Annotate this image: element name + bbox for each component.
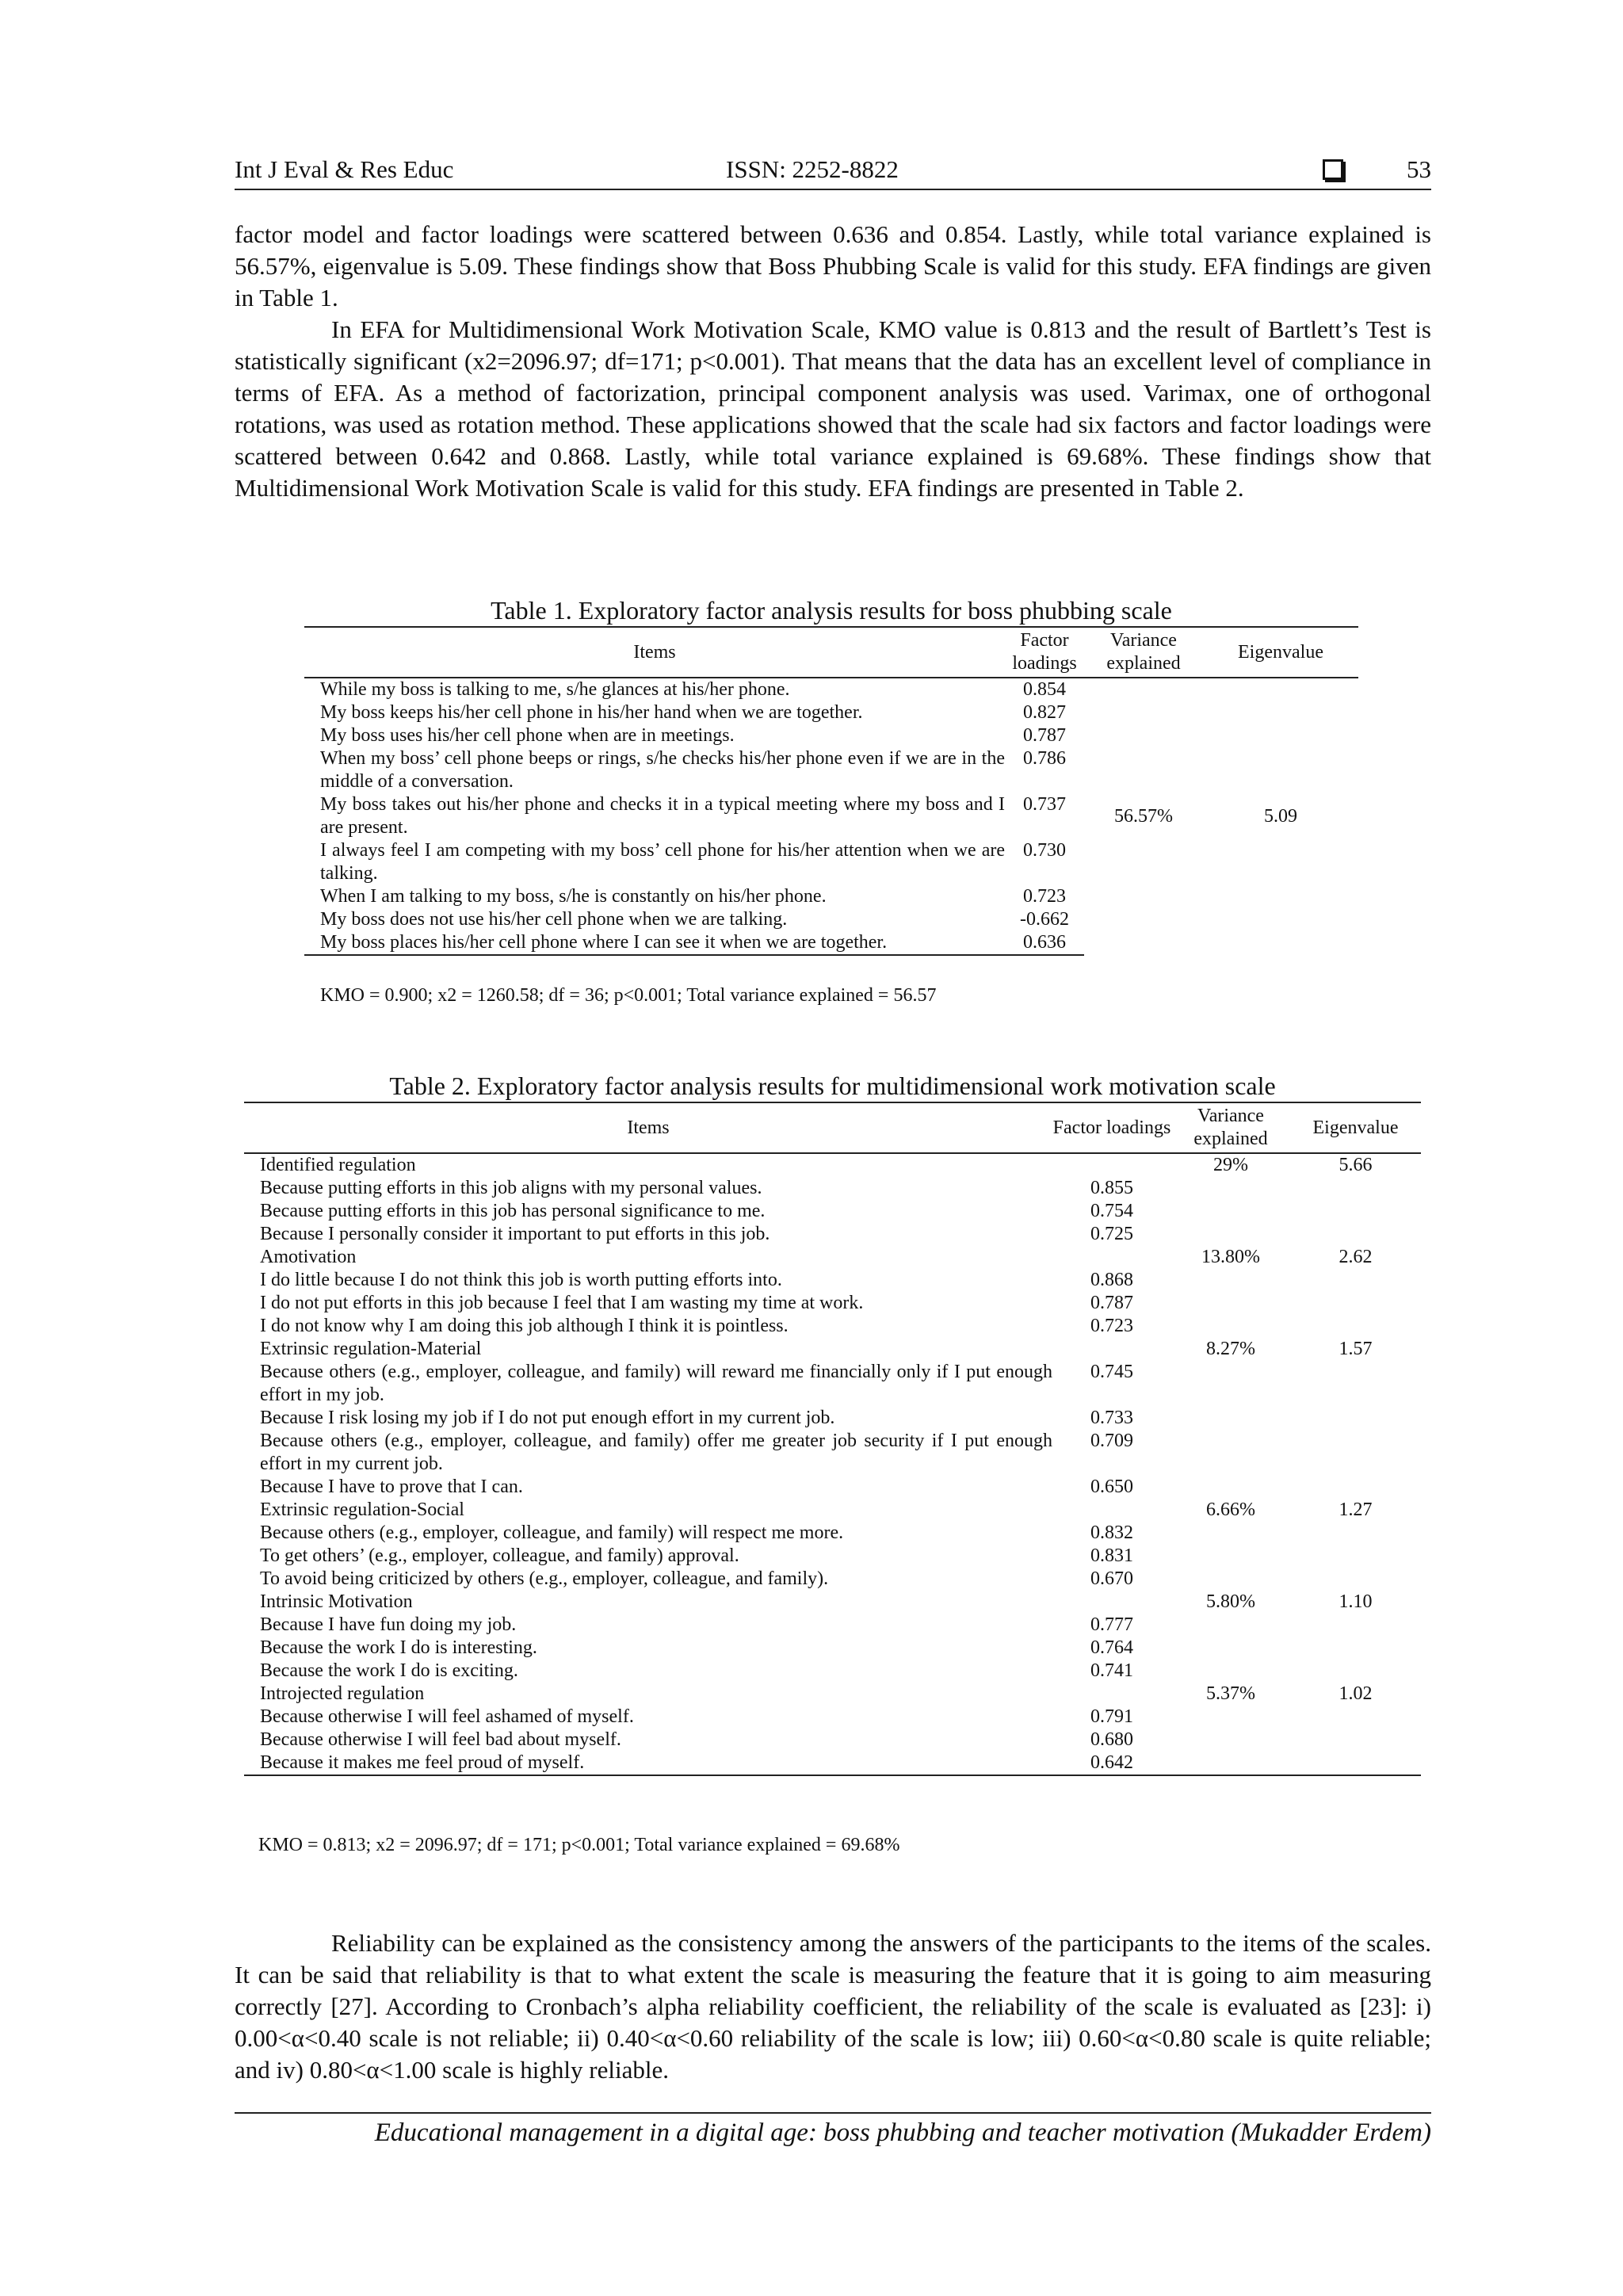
table2-loading: 0.723 xyxy=(1090,1316,1133,1336)
table2-empty-cell xyxy=(1290,1269,1421,1292)
table2-empty-cell xyxy=(1171,1177,1290,1200)
table2-factor-name: Introjected regulation xyxy=(260,1683,425,1704)
table2-item: Because I risk losing my job if I do not put enough effort in my current job. xyxy=(260,1408,835,1428)
table2-row xyxy=(244,1223,1421,1246)
table2-row xyxy=(244,1407,1421,1430)
table2-loading: 0.787 xyxy=(1090,1293,1133,1313)
table2-empty-cell xyxy=(1290,1545,1421,1568)
table2-factor-name: Extrinsic regulation-Material xyxy=(260,1339,482,1359)
table2-empty-cell xyxy=(1052,1683,1171,1706)
table2-factor-variance: 13.80% xyxy=(1201,1247,1260,1267)
table2-loading: 0.642 xyxy=(1052,1752,1171,1775)
table2-header-loadings: Factor loadings xyxy=(1052,1102,1171,1153)
table2-empty-cell xyxy=(1290,1200,1421,1223)
table1-variance: 56.57% xyxy=(1114,806,1173,827)
table2-loading: 0.745 xyxy=(1090,1362,1133,1382)
table1-loading: 0.730 xyxy=(1023,840,1066,861)
paragraph-1: factor model and factor loadings were scattered between 0.636 and 0.854. Lastly, while total variance explained is 56.57%, eigenvalue is 5.09. These findings show that Boss Phubbing Scale is valid for this study. EFA findings are given in Table 1. xyxy=(235,220,1431,311)
table2-empty-cell xyxy=(1171,1752,1290,1775)
table2-factor-variance: 5.80% xyxy=(1206,1591,1255,1612)
table2-item: Because otherwise I will feel ashamed of myself. xyxy=(260,1706,634,1727)
table2-empty-cell xyxy=(1290,1430,1421,1476)
table1-header-variance: Variance explained xyxy=(1084,627,1203,678)
table2-empty-cell xyxy=(1290,1568,1421,1591)
table2-factor-variance: 5.37% xyxy=(1206,1683,1255,1704)
table2-factor-eigenvalue: 5.66 xyxy=(1338,1155,1373,1175)
table2-empty-cell xyxy=(1290,1660,1421,1683)
table2-empty-cell xyxy=(1290,1729,1421,1752)
table1-loading: 0.737 xyxy=(1023,794,1066,815)
table2-row xyxy=(244,1729,1421,1752)
table2-item: Because putting efforts in this job has personal significance to me. xyxy=(260,1201,766,1221)
table1-loading: 0.787 xyxy=(1023,725,1066,746)
table2-row xyxy=(244,1568,1421,1591)
table2-row xyxy=(244,1361,1421,1407)
table2-loading: 0.868 xyxy=(1090,1270,1133,1290)
table2-loading: 0.670 xyxy=(1090,1568,1133,1589)
table2-empty-cell xyxy=(1290,1361,1421,1407)
table2-empty-cell xyxy=(1290,1407,1421,1430)
table2-group-row xyxy=(244,1153,1421,1177)
table2-header-eigenvalue: Eigenvalue xyxy=(1290,1102,1421,1153)
table2-empty-cell xyxy=(1052,1153,1171,1177)
table2-loading: 0.754 xyxy=(1090,1201,1133,1221)
table1-item: I always feel I am competing with my boss’ cell phone for his/her attention when we are talking. xyxy=(320,840,1005,884)
table2-header-variance: Variance explained xyxy=(1171,1102,1290,1153)
table2-factor-name: Intrinsic Motivation xyxy=(260,1591,413,1612)
table1 xyxy=(304,626,1358,956)
table2-empty-cell xyxy=(1052,1246,1171,1269)
table2-empty-cell xyxy=(1171,1223,1290,1246)
table2-row xyxy=(244,1200,1421,1223)
table1-caption: Table 1. Exploratory factor analysis results for boss phubbing scale xyxy=(491,596,1172,625)
table2-loading: 0.832 xyxy=(1090,1522,1133,1543)
table2-row xyxy=(244,1614,1421,1637)
table1-loading: 0.854 xyxy=(1023,679,1066,700)
table2-loading: 0.764 xyxy=(1090,1637,1133,1658)
table2-loading: 0.733 xyxy=(1090,1408,1133,1428)
table2-factor-name: Amotivation xyxy=(260,1247,357,1267)
table2-empty-cell xyxy=(1171,1430,1290,1476)
table2-item: I do not put efforts in this job because I feel that I am wasting my time at work. xyxy=(260,1293,864,1313)
table2-note: KMO = 0.813; x2 = 2096.97; df = 171; p<0.001; Total variance explained = 69.68% xyxy=(258,1835,900,1855)
table2-empty-cell xyxy=(1171,1637,1290,1660)
table2-loading: 0.777 xyxy=(1090,1614,1133,1635)
paragraph-3: Reliability can be explained as the consistency among the answers of the participants to the items of the scales. It can be said that reliability is that to what extent the scale is measuring the feature that it is going to aim measuring correctly [27]. According to Cronbach’s alpha reliability coefficient, the reliability of the scale is evaluated as [23]: i) 0.00<α<0.40 scale is not reliable; ii) 0.40<α<0.60 reliability of the scale is low; iii) 0.60<α<0.80 scale is quite reliable; and iv) 0.80<α<1.00 scale is highly reliable. xyxy=(235,1929,1431,2084)
table2-item: Because I personally consider it important to put efforts in this job. xyxy=(260,1224,770,1244)
table2-row xyxy=(244,1177,1421,1200)
table2-empty-cell xyxy=(1171,1361,1290,1407)
table2-factor-name: Extrinsic regulation-Social xyxy=(260,1499,464,1520)
table2-row xyxy=(244,1292,1421,1315)
table2-row xyxy=(244,1660,1421,1683)
table2-loading: 0.650 xyxy=(1090,1477,1133,1497)
table2-row xyxy=(244,1706,1421,1729)
table2-item: To get others’ (e.g., employer, colleague, and family) approval. xyxy=(260,1545,739,1566)
table2-item: Because the work I do is exciting. xyxy=(260,1660,518,1681)
table2-item: Because it makes me feel proud of myself. xyxy=(244,1752,1052,1775)
table1-item: My boss uses his/her cell phone when are in meetings. xyxy=(320,725,735,746)
table2-empty-cell xyxy=(1171,1407,1290,1430)
table1-item: While my boss is talking to me, s/he glances at his/her phone. xyxy=(320,679,790,700)
table2-empty-cell xyxy=(1290,1223,1421,1246)
table2-empty-cell xyxy=(1171,1200,1290,1223)
table2-empty-cell xyxy=(1052,1338,1171,1361)
table2-item: Because putting efforts in this job aligns with my personal values. xyxy=(260,1178,762,1198)
table1-row xyxy=(304,678,1358,701)
table2-item: I do not know why I am doing this job although I think it is pointless. xyxy=(260,1316,789,1336)
table2-group-row xyxy=(244,1683,1421,1706)
table2-empty-cell xyxy=(1171,1522,1290,1545)
table1-loading: -0.662 xyxy=(1020,909,1069,930)
table2-item: To avoid being criticized by others (e.g., employer, colleague, and family). xyxy=(260,1568,829,1589)
table1-header-items: Items xyxy=(304,627,1005,678)
table2-factor-eigenvalue: 1.27 xyxy=(1338,1499,1373,1520)
table1-loading: 0.786 xyxy=(1023,748,1066,769)
table2-factor-eigenvalue: 1.02 xyxy=(1338,1683,1373,1704)
table2-empty-cell xyxy=(1171,1706,1290,1729)
table1-loading: 0.636 xyxy=(1005,931,1084,955)
table2-loading: 0.709 xyxy=(1090,1431,1133,1451)
table2-empty-cell xyxy=(1171,1568,1290,1591)
table2-item: Because I have fun doing my job. xyxy=(260,1614,517,1635)
table1-item: My boss does not use his/her cell phone when we are talking. xyxy=(320,909,788,930)
table2-factor-variance: 29% xyxy=(1213,1155,1248,1175)
table2-empty-cell xyxy=(1290,1292,1421,1315)
page-number: 53 xyxy=(1407,155,1431,183)
table1-note: KMO = 0.900; x2 = 1260.58; df = 36; p<0.001; Total variance explained = 56.57 xyxy=(320,985,937,1006)
running-footer: Educational management in a digital age: boss phubbing and teacher motivation (Mukadder Erdem) xyxy=(235,2112,1431,2148)
table2-loading: 0.831 xyxy=(1090,1545,1133,1566)
table2-loading: 0.855 xyxy=(1090,1178,1133,1198)
table2-row xyxy=(244,1476,1421,1499)
table2-empty-cell xyxy=(1171,1660,1290,1683)
table2-row xyxy=(244,1545,1421,1568)
table2-factor-name: Identified regulation xyxy=(260,1155,416,1175)
table2-item: Because others (e.g., employer, colleague, and family) will respect me more. xyxy=(260,1522,844,1543)
table2-empty-cell xyxy=(1290,1706,1421,1729)
table2-loading: 0.725 xyxy=(1090,1224,1133,1244)
table2-factor-eigenvalue: 1.10 xyxy=(1338,1591,1373,1612)
table2-caption: Table 2. Exploratory factor analysis results for multidimensional work motivation scale xyxy=(389,1072,1276,1100)
table2-item: I do little because I do not think this job is worth putting efforts into. xyxy=(260,1270,782,1290)
table2-item: Because the work I do is interesting. xyxy=(260,1637,537,1658)
table1-item: My boss places his/her cell phone where I can see it when we are together. xyxy=(304,931,1005,955)
table2-factor-variance: 8.27% xyxy=(1206,1339,1255,1359)
table2-row xyxy=(244,1430,1421,1476)
table2-group-row xyxy=(244,1499,1421,1522)
table1-item: When I am talking to my boss, s/he is constantly on his/her phone. xyxy=(320,886,827,907)
table2-empty-cell xyxy=(1290,1476,1421,1499)
table2-empty-cell xyxy=(1290,1522,1421,1545)
table2-empty-cell xyxy=(1171,1315,1290,1338)
table2-empty-cell xyxy=(1290,1752,1421,1775)
table1-item: When my boss’ cell phone beeps or rings, s/he checks his/her phone even if we are in the middle of a conversation. xyxy=(320,748,1005,792)
running-header xyxy=(235,155,1431,190)
table2-empty-cell xyxy=(1290,1177,1421,1200)
table2-empty-cell xyxy=(1290,1637,1421,1660)
table2-empty-cell xyxy=(1290,1614,1421,1637)
table1-item: My boss keeps his/her cell phone in his/her hand when we are together. xyxy=(320,702,863,723)
issn: ISSN: 2252-8822 xyxy=(726,155,899,183)
journal-name: Int J Eval & Res Educ xyxy=(235,155,454,183)
paragraph-2: In EFA for Multidimensional Work Motivation Scale, KMO value is 0.813 and the result of Bartlett’s Test is statistically significant (x2=2096.97; df=171; p<0.001). That means that the data has an excellent level of compliance in terms of EFA. As a method of factorization, principal component analysis was used. Varimax, one of orthogonal rotations, was used as rotation method. These applications showed that the scale had six factors and factor loadings were scattered between 0.642 and 0.868. Lastly, while total variance explained is 69.68%. These findings show that Multidimensional Work Motivation Scale is valid for this study. EFA findings are presented in Table 2. xyxy=(235,315,1431,502)
table2-empty-cell xyxy=(1171,1614,1290,1637)
table2-empty-cell xyxy=(1290,1315,1421,1338)
table2-empty-cell xyxy=(1052,1591,1171,1614)
table2-item: Because others (e.g., employer, colleague, and family) offer me greater job security if I put enough effort in my current job. xyxy=(260,1431,1052,1474)
table2-loading: 0.741 xyxy=(1090,1660,1133,1681)
table2-row xyxy=(244,1637,1421,1660)
square-bullet-icon xyxy=(1323,159,1343,180)
table2-row xyxy=(244,1315,1421,1338)
table1-item: My boss takes out his/her phone and checks it in a typical meeting where my boss and I are present. xyxy=(320,794,1005,838)
table2-row xyxy=(244,1752,1421,1775)
table2-item: Because I have to prove that I can. xyxy=(260,1477,523,1497)
table1-header-loadings: Factor loadings xyxy=(1005,627,1084,678)
table1-header-eigenvalue: Eigenvalue xyxy=(1203,627,1358,678)
table2-group-row xyxy=(244,1591,1421,1614)
table2-empty-cell xyxy=(1171,1476,1290,1499)
table1-loading: 0.723 xyxy=(1023,886,1066,907)
table2-empty-cell xyxy=(1052,1499,1171,1522)
table2-factor-eigenvalue: 1.57 xyxy=(1338,1339,1373,1359)
table2-empty-cell xyxy=(1171,1545,1290,1568)
table2-empty-cell xyxy=(1171,1292,1290,1315)
table2-item: Because others (e.g., employer, colleague, and family) will reward me financially only if I put enough effort in my job. xyxy=(260,1362,1052,1405)
table2-item: Because otherwise I will feel bad about myself. xyxy=(260,1729,621,1750)
table2-loading: 0.680 xyxy=(1090,1729,1133,1750)
table1-eigenvalue: 5.09 xyxy=(1264,806,1297,827)
table2-empty-cell xyxy=(1171,1729,1290,1752)
table2-row xyxy=(244,1522,1421,1545)
table2-factor-eigenvalue: 2.62 xyxy=(1338,1247,1373,1267)
table2 xyxy=(244,1102,1421,1776)
table2-group-row xyxy=(244,1338,1421,1361)
table2-row xyxy=(244,1269,1421,1292)
table2-group-row xyxy=(244,1246,1421,1269)
table1-loading: 0.827 xyxy=(1023,702,1066,723)
table2-factor-variance: 6.66% xyxy=(1206,1499,1255,1520)
table2-empty-cell xyxy=(1171,1269,1290,1292)
table2-loading: 0.791 xyxy=(1090,1706,1133,1727)
table2-header-items: Items xyxy=(244,1102,1052,1153)
